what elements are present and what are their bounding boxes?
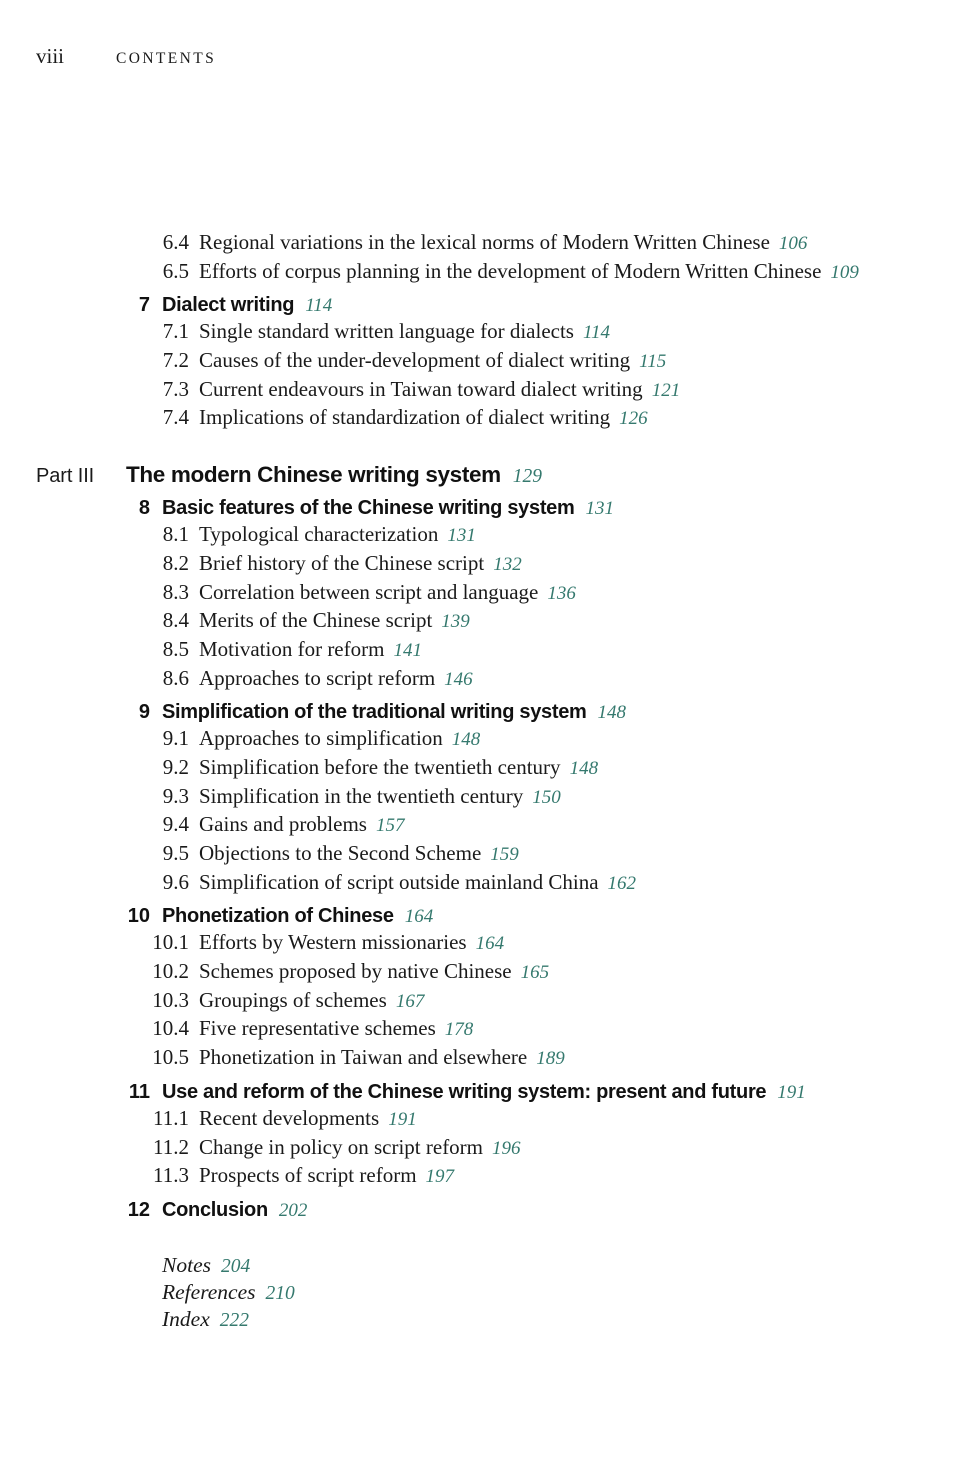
section-title: Groupings of schemes <box>199 987 387 1012</box>
section-body <box>199 318 899 346</box>
page-number: 141 <box>393 639 422 661</box>
section-title: Simplification of script outside mainland China <box>199 869 599 894</box>
toc-entry-chapter-10[interactable] <box>0 905 960 928</box>
section-title: Implications of standardization of dialect writing <box>199 405 611 430</box>
section-number: 6.5 <box>162 258 189 283</box>
page-number: 191 <box>388 1108 417 1130</box>
section-title: Merits of the Chinese script <box>199 608 433 633</box>
section-title: Causes of the under-development of dialect writing <box>199 348 631 373</box>
toc-entry-8-5[interactable] <box>0 636 960 664</box>
page-number: 210 <box>265 1282 295 1304</box>
page-number: 109 <box>830 261 859 283</box>
toc-entry-11-2[interactable] <box>0 1134 960 1162</box>
section-title: Current endeavours in Taiwan toward dialect writing <box>199 376 643 401</box>
toc-entry-7-2[interactable] <box>0 347 960 375</box>
page-number: 148 <box>451 729 481 751</box>
toc-entry-9-6[interactable] <box>0 869 960 897</box>
page-number: 202 <box>278 1199 308 1221</box>
section-body <box>199 725 899 753</box>
section-body <box>199 929 899 957</box>
toc-entry-index[interactable] <box>0 1307 960 1332</box>
section-number: 10.3 <box>152 987 189 1012</box>
section-number: 9.4 <box>162 812 189 837</box>
section-body <box>199 665 899 693</box>
chapter-number: 11 <box>128 1080 150 1103</box>
chapter-title: Use and reform of the Chinese writing system: present and future <box>162 1080 767 1103</box>
toc-entry-notes[interactable] <box>0 1253 960 1278</box>
page-number: 106 <box>778 233 808 254</box>
section-body <box>199 869 899 897</box>
chapter-number: 7 <box>138 294 150 317</box>
page-number: 157 <box>375 815 405 837</box>
section-number: 9.2 <box>162 754 189 779</box>
toc-entry-9-5[interactable] <box>0 840 960 868</box>
section-number: 10.4 <box>152 1016 189 1041</box>
section-number: 8.1 <box>162 522 189 547</box>
chapter-number: 12 <box>127 1198 150 1221</box>
toc-entry-8-1[interactable] <box>0 521 960 549</box>
toc-entry-8-6[interactable] <box>0 665 960 693</box>
running-head-label: CONTENTS <box>116 50 217 67</box>
section-number: 11.1 <box>153 1105 189 1130</box>
toc-entry-7-4[interactable] <box>0 404 960 432</box>
chapter-title: Basic features of the Chinese writing system <box>162 497 575 520</box>
page-number: 165 <box>520 962 550 984</box>
section-body <box>199 521 899 549</box>
section-body <box>199 229 899 257</box>
chapter-number: 9 <box>138 701 150 724</box>
section-body <box>199 1134 899 1162</box>
page-number: 164 <box>475 933 505 955</box>
section-number: 9.6 <box>162 869 189 894</box>
section-title: Single standard written language for dialects <box>199 319 574 344</box>
toc-entry-11-1[interactable] <box>0 1105 960 1133</box>
page-number: 129 <box>512 466 543 488</box>
page-number: 136 <box>547 582 576 604</box>
page-number: 167 <box>395 990 425 1012</box>
toc-entry-10-2[interactable] <box>0 958 960 986</box>
section-title: Correlation between script and language <box>199 579 539 604</box>
section-body <box>199 783 899 811</box>
section-title: Phonetization in Taiwan and elsewhere <box>199 1045 528 1070</box>
toc-entry-8-2[interactable] <box>0 550 960 578</box>
section-title: Objections to the Second Scheme <box>199 841 482 865</box>
page-number: 196 <box>492 1137 521 1159</box>
section-body <box>199 404 899 432</box>
section-number: 8.2 <box>162 550 189 575</box>
section-number: 6.4 <box>162 230 189 254</box>
page-number: 148 <box>569 757 599 779</box>
section-body <box>199 607 899 635</box>
toc-entry-9-1[interactable] <box>0 725 960 753</box>
page-number: 126 <box>619 408 648 430</box>
section-number: 10.5 <box>152 1045 189 1070</box>
section-body <box>199 376 899 404</box>
section-number: 9.1 <box>162 726 189 751</box>
page-number: 189 <box>536 1048 565 1070</box>
toc-entry-9-4[interactable] <box>0 811 960 839</box>
toc-entry-8-3[interactable] <box>0 579 960 607</box>
section-title: Efforts by Western missionaries <box>199 930 467 955</box>
toc-entry-6-5[interactable] <box>0 258 960 286</box>
chapter-number: 8 <box>138 497 150 520</box>
section-title: Brief history of the Chinese script <box>199 550 485 575</box>
section-body <box>199 840 899 868</box>
section-number: 9.5 <box>162 841 189 865</box>
section-body <box>199 579 899 607</box>
chapter-title: Dialect writing <box>162 294 295 317</box>
section-number: 7.2 <box>162 348 189 373</box>
back-matter-title: Index <box>162 1306 210 1331</box>
section-body <box>199 1105 899 1133</box>
section-body <box>199 1162 899 1190</box>
toc-entry-chapter-11[interactable] <box>0 1081 960 1104</box>
section-body <box>199 347 899 375</box>
chapter-title: Phonetization of Chinese <box>162 905 394 928</box>
back-matter-title: References <box>162 1279 256 1304</box>
page-number: 159 <box>490 844 519 865</box>
back-matter-spacer <box>0 1223 960 1251</box>
section-title: Efforts of corpus planning in the development of Modern Written Chinese <box>199 258 822 283</box>
part-label: Part III <box>36 465 95 488</box>
section-number: 11.3 <box>153 1163 189 1188</box>
page-number: 150 <box>532 786 561 808</box>
section-title: Gains and problems <box>199 812 367 837</box>
section-title: Simplification before the twentieth century <box>199 754 561 779</box>
section-number: 10.2 <box>152 959 189 984</box>
toc-entry-10-5[interactable] <box>0 1044 960 1072</box>
chapter-number: 10 <box>127 905 150 928</box>
section-number: 7.4 <box>162 405 189 430</box>
section-number: 8.4 <box>162 608 189 633</box>
page-number: 114 <box>305 295 333 317</box>
section-body <box>199 1044 899 1072</box>
section-body <box>199 987 899 1015</box>
section-title: Prospects of script reform <box>199 1163 417 1188</box>
toc-entry-10-1[interactable] <box>0 929 960 957</box>
section-body <box>199 811 899 839</box>
part-title: The modern Chinese writing system <box>126 462 501 488</box>
chapter-title: Simplification of the traditional writing system <box>162 701 587 724</box>
section-number: 8.5 <box>162 636 189 661</box>
section-body <box>199 258 899 286</box>
page-number: 148 <box>597 702 627 724</box>
section-body <box>199 958 899 986</box>
chapter-title: Conclusion <box>162 1198 268 1221</box>
back-matter-title: Notes <box>162 1252 211 1277</box>
toc-entry-7-1[interactable] <box>0 318 960 346</box>
toc-entry-6-4[interactable] <box>0 229 960 257</box>
page-number: 131 <box>585 498 614 520</box>
section-title: Change in policy on script reform <box>199 1134 484 1159</box>
page-number: 178 <box>444 1019 474 1041</box>
toc-entry-chapter-8[interactable] <box>0 497 960 520</box>
page-number: 132 <box>493 553 522 575</box>
section-title: Motivation for reform <box>199 636 385 661</box>
toc-entry-references[interactable] <box>0 1280 960 1305</box>
toc-entry-11-3[interactable] <box>0 1162 960 1190</box>
toc-entry-chapter-7[interactable] <box>0 294 960 317</box>
section-body <box>199 754 899 782</box>
page-number: 121 <box>651 379 681 401</box>
section-number: 8.6 <box>162 665 189 690</box>
table-of-contents <box>0 228 960 1332</box>
section-body <box>199 1015 899 1043</box>
toc-entry-8-4[interactable] <box>0 607 960 635</box>
section-number: 8.3 <box>162 579 189 604</box>
page-number: 191 <box>777 1081 806 1103</box>
page-number: 162 <box>607 872 637 894</box>
section-title: Approaches to simplification <box>199 726 443 751</box>
section-title: Regional variations in the lexical norms of Modern Written Chinese <box>199 230 770 254</box>
toc-entry-part-3[interactable] <box>0 462 960 488</box>
section-number: 11.2 <box>153 1134 189 1159</box>
section-number: 9.3 <box>162 783 189 808</box>
page-number: 139 <box>441 611 470 633</box>
page-folio: viii <box>36 44 65 68</box>
section-number: 7.3 <box>162 376 189 401</box>
section-title: Typological characterization <box>199 522 439 547</box>
section-title: Simplification in the twentieth century <box>199 783 524 808</box>
section-number: 7.1 <box>162 319 189 344</box>
page-number: 115 <box>639 351 667 373</box>
page-number: 204 <box>220 1255 251 1277</box>
toc-entry-10-3[interactable] <box>0 987 960 1015</box>
toc-entry-7-3[interactable] <box>0 376 960 404</box>
page-number: 164 <box>404 906 434 928</box>
section-number: 10.1 <box>152 930 189 955</box>
section-body <box>199 636 899 664</box>
toc-entry-10-4[interactable] <box>0 1015 960 1043</box>
section-body <box>199 550 899 578</box>
section-title: Recent developments <box>199 1105 380 1130</box>
section-title: Schemes proposed by native Chinese <box>199 959 512 984</box>
page-number: 131 <box>447 525 476 547</box>
page-number: 146 <box>444 668 473 690</box>
toc-entry-chapter-9[interactable] <box>0 701 960 724</box>
section-title: Approaches to script reform <box>199 665 436 690</box>
toc-entry-chapter-12[interactable] <box>0 1199 960 1222</box>
running-head <box>36 44 916 74</box>
page-number: 197 <box>425 1166 455 1188</box>
toc-entry-9-2[interactable] <box>0 754 960 782</box>
toc-entry-9-3[interactable] <box>0 783 960 811</box>
page-number: 114 <box>582 322 611 344</box>
section-title: Five representative schemes <box>199 1016 436 1041</box>
page-number: 222 <box>219 1309 249 1331</box>
